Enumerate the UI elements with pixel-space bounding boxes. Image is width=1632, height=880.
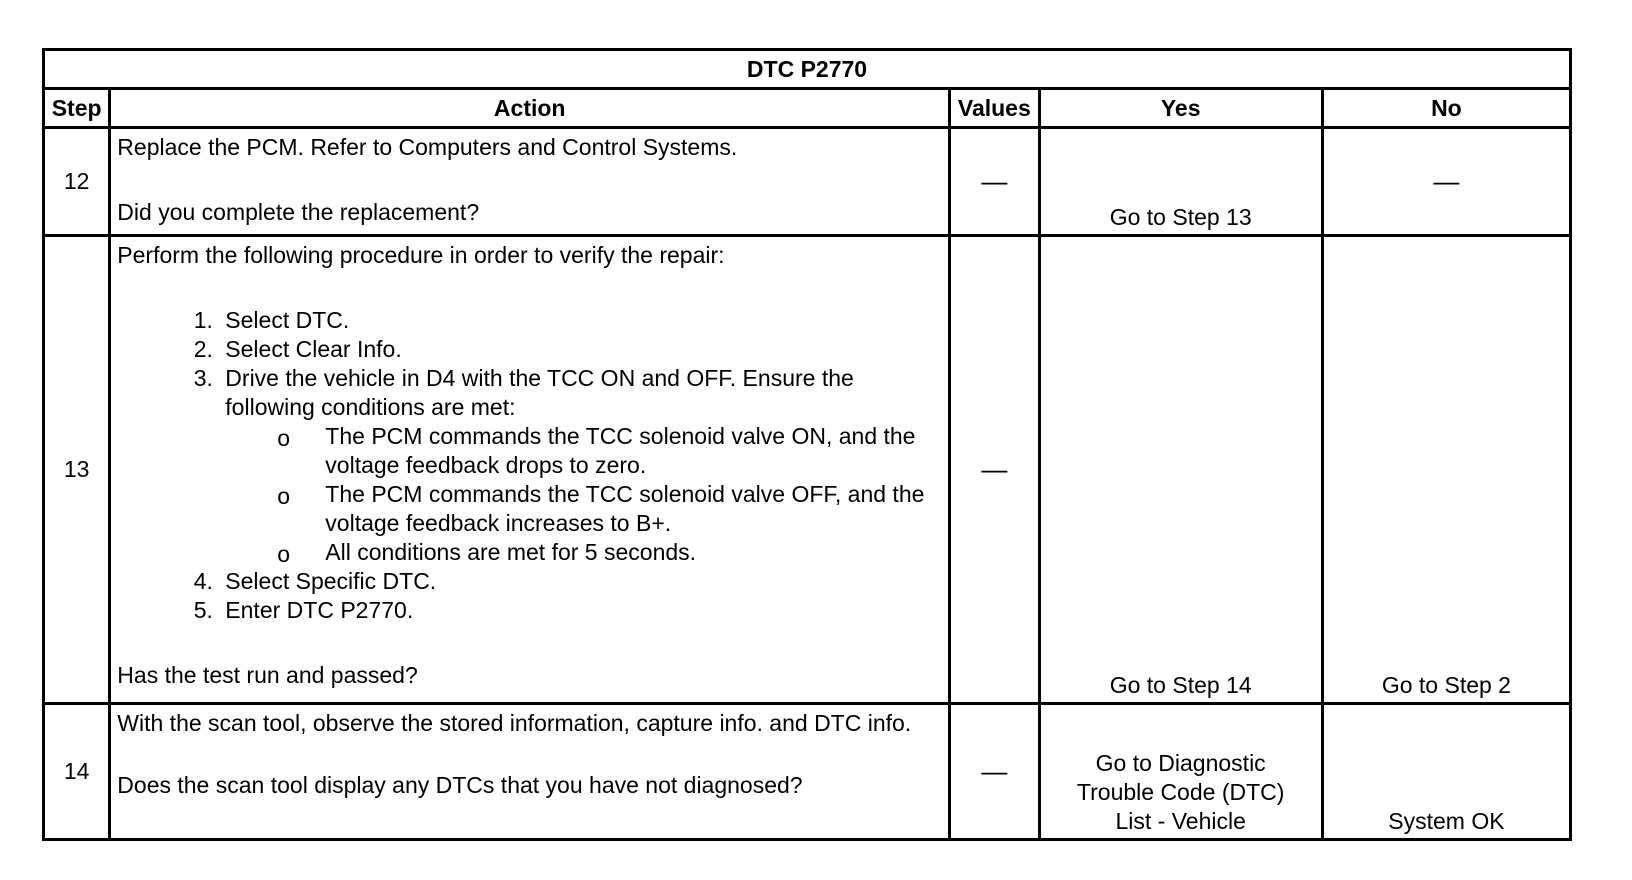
header-values: Values [950,89,1039,128]
procedure-item: 4. Select Specific DTC. [219,567,942,596]
yes-line: List - Vehicle [1115,808,1246,834]
values-cell: — [950,128,1039,236]
table-row [44,128,1571,236]
condition-item: o The PCM commands the TCC solenoid valve ON, and the voltage feedback drops to zero. [325,422,942,480]
procedure-item-text: Drive the vehicle in D4 with the TCC ON and OFF. Ensure the following conditions are met: [225,365,854,420]
condition-list [225,422,942,567]
header-no: No [1322,89,1570,128]
action-question: Did you complete the replacement? [117,199,480,225]
action-intro: Replace the PCM. Refer to Computers and Control Systems. [117,134,738,160]
action-cell [110,236,950,704]
step-number: 13 [44,236,110,704]
header-yes: Yes [1039,89,1322,128]
no-cell: Go to Step 2 [1322,236,1570,704]
table-header-row [44,89,1571,128]
table-row [44,704,1571,840]
header-step: Step [44,89,110,128]
action-intro: With the scan tool, observe the stored information, capture info. and DTC info. [117,710,912,736]
action-cell [110,704,950,840]
table-title: DTC P2770 [44,50,1571,89]
yes-line: Go to Diagnostic [1095,750,1266,776]
procedure-item: 1. Select DTC. [219,306,942,335]
values-cell: — [950,236,1039,704]
diagnostic-table [42,48,1572,841]
header-action: Action [110,89,950,128]
action-question: Does the scan tool display any DTCs that you have not diagnosed? [117,772,803,798]
values-cell: — [950,704,1039,840]
procedure-item [219,364,942,567]
yes-cell [1039,704,1322,840]
no-cell: System OK [1322,704,1570,840]
action-cell [110,128,950,236]
yes-cell: Go to Step 14 [1039,236,1322,704]
procedure-item: 2. Select Clear Info. [219,335,942,364]
no-cell: — [1322,128,1570,236]
yes-cell: Go to Step 13 [1039,128,1322,236]
condition-item: o The PCM commands the TCC solenoid valve OFF, and the voltage feedback increases to B+. [325,480,942,538]
yes-line: Trouble Code (DTC) [1076,779,1285,805]
table-row [44,236,1571,704]
action-intro: Perform the following procedure in order to verify the repair: [117,242,725,268]
step-number: 14 [44,704,110,840]
procedure-list [117,306,942,625]
condition-item: o All conditions are met for 5 seconds. [325,538,942,567]
step-number: 12 [44,128,110,236]
procedure-item: 5. Enter DTC P2770. [219,596,942,625]
action-question: Has the test run and passed? [117,662,418,688]
table-title-row [44,50,1571,89]
